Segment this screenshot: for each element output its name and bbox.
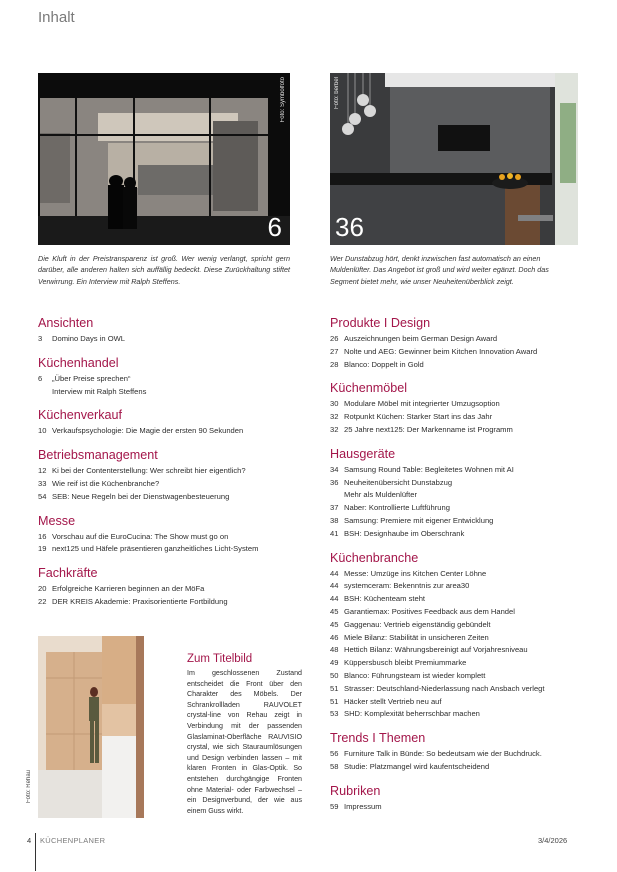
entry-title: Strasser: Deutschland-Niederlassung nach Ansbach verlegt [344, 683, 545, 693]
kitchen-illustration [330, 73, 578, 245]
section-title: Messe [38, 513, 76, 528]
entry-page: 38 [330, 515, 339, 525]
entry-page: 19 [38, 544, 47, 554]
entry-page: 27 [330, 346, 339, 356]
entry-title: 25 Jahre next125: Der Markenname ist Programm [344, 424, 513, 434]
entry-title: Verkaufspsychologie: Die Magie der ersten 90 Sekunden [52, 426, 244, 436]
entry-title: Blanco: Doppelt in Gold [344, 359, 424, 369]
entry-page: 30 [330, 399, 339, 409]
toc-section-trends-themen [330, 730, 590, 774]
entry-title: BSH: Küchenteam steht [344, 594, 426, 604]
entry-page: 20 [38, 584, 47, 594]
toc-entry[interactable] [38, 543, 308, 556]
entry-page: 59 [330, 801, 339, 811]
entry-title: Messe: Umzüge ins Kitchen Center Löhne [344, 568, 487, 578]
entry-page: 46 [330, 632, 339, 642]
entry-title: Gaggenau: Vertrieb eigenständig gebündelt [344, 619, 491, 629]
section-title: Ansichten [38, 316, 94, 330]
toc-entry[interactable] [330, 670, 590, 683]
toc-section-betriebsmanagement [38, 447, 308, 503]
toc-entry[interactable] [38, 373, 308, 399]
toc-section-kuechenmoebel [330, 380, 590, 436]
entry-title: DER KREIS Akademie: Praxisorientierte Fortbildung [52, 596, 228, 606]
section-title: Küchenhandel [38, 355, 119, 370]
toc-section-kuechenhandel [38, 355, 308, 399]
feature-caption: Wer Dunstabzug hört, denkt inzwischen fast automatisch an einen Muldenlüfter. Das Angebot ist groß und wird weiter egänzt. Doch das Segment bietet mehr, wie unser Neuheitenüberblick zeigt. [330, 254, 549, 286]
entry-title: „Über Preise sprechen“ Interview mit Ralph Steffens [52, 373, 147, 396]
cover-kitchen-illustration [38, 636, 144, 818]
entry-page: 10 [38, 426, 47, 436]
entry-title: SEB: Neue Regeln bei der Dienstwagenbesteuerung [52, 491, 230, 501]
toc-section-kuechenverkauf [38, 407, 308, 438]
feature-photo-showroom[interactable] [38, 73, 290, 245]
section-title: Küchenmöbel [330, 381, 408, 396]
entry-page: 44 [330, 568, 339, 578]
toc-entry[interactable] [330, 606, 590, 619]
entry-title: Studie: Platzmangel wird kaufentscheidend [344, 761, 490, 771]
toc-entry[interactable] [38, 465, 308, 478]
entry-title: Vorschau auf die EuroCucina: The Show must go on [52, 531, 229, 541]
toc-entry[interactable] [330, 644, 590, 657]
footer-divider [35, 833, 36, 871]
section-title: Küchenbranche [330, 550, 419, 565]
toc-entry[interactable] [330, 502, 590, 515]
footer-date: 3/4/2026 [538, 836, 568, 845]
entry-title: Domino Days in OWL [52, 334, 126, 343]
toc-entry[interactable] [38, 583, 308, 596]
entry-page: 32 [330, 412, 339, 422]
toc-entry[interactable] [38, 425, 308, 438]
entry-title: BSH: Designhaube im Oberschrank [344, 528, 465, 538]
entry-title: SHD: Komplexität beherrschbar machen [344, 709, 480, 719]
entry-title: Häcker stellt Vertrieb neu auf [344, 696, 442, 706]
entry-page: 34 [330, 464, 339, 474]
cover-photo-credit: Foto: Rehau [26, 770, 32, 804]
toc-entry[interactable] [330, 515, 590, 528]
toc-entry[interactable] [330, 346, 590, 359]
toc-entry[interactable] [330, 696, 590, 709]
toc-section-produkte-design [330, 315, 590, 371]
entry-page: 56 [330, 749, 339, 759]
entry-page: 44 [330, 581, 339, 591]
toc-entry[interactable] [330, 359, 590, 372]
entry-title: Samsung: Premiere mit eigener Entwicklung [344, 515, 494, 525]
entry-title: Blanco: Führungsteam ist wieder komplett [344, 670, 486, 680]
toc-entry[interactable] [330, 632, 590, 645]
entry-title: Ki bei der Contenterstellung: Wer schreibt hier eigentlich? [52, 466, 246, 476]
showroom-illustration [38, 73, 290, 245]
toc-entry[interactable] [330, 568, 590, 581]
entry-page: 41 [330, 528, 339, 538]
entry-page: 36 [330, 477, 339, 487]
entry-page: 45 [330, 619, 339, 629]
entry-title: Rotpunkt Küchen: Starker Start ins das Jahr [344, 412, 493, 422]
toc-entry[interactable] [330, 528, 590, 541]
toc-entry[interactable] [38, 478, 308, 491]
entry-page: 45 [330, 606, 339, 616]
page-title: Inhalt [38, 9, 75, 26]
entry-title: Hettich Bilanz: Währungsbereinigt auf Vorjahresniveau [344, 645, 528, 655]
feature-photo-kitchen[interactable] [330, 73, 578, 245]
feature-page-number: 36 [335, 212, 364, 242]
entry-page: 44 [330, 594, 339, 604]
cover-photo[interactable] [38, 636, 144, 818]
toc-entry[interactable] [330, 477, 590, 503]
toc-entry[interactable] [330, 748, 590, 761]
entry-title: Naber: Kontrollierte Luftführung [344, 503, 450, 513]
feature-caption: Die Kluft in der Preistransparenz ist groß. Wer wenig verlangt, spricht gern darüber, alle anderen halten sich auffällig bedeckt. Diese Zurückhaltung stiftet Verwirrung. Ein Interview mit Ralph Steffens. [38, 254, 290, 286]
toc-entry[interactable] [330, 464, 590, 477]
photo-credit: Foto: berbel [334, 77, 340, 110]
toc-entry[interactable] [330, 398, 590, 411]
toc-entry[interactable] [38, 333, 308, 346]
toc-section-hausgeraete [330, 446, 590, 541]
toc-section-fachkraefte [38, 565, 308, 609]
toc-entry[interactable] [330, 619, 590, 632]
entry-page: 49 [330, 658, 339, 668]
toc-entry[interactable] [330, 580, 590, 593]
toc-section-ansichten [38, 315, 308, 346]
entry-page: 16 [38, 531, 47, 541]
entry-title: systemceram: Bekenntnis zur area30 [344, 581, 470, 591]
entry-title: Küppersbusch bleibt Premiummarke [344, 658, 467, 668]
toc-entry[interactable] [330, 411, 590, 424]
cover-title: Zum Titelbild [187, 653, 253, 665]
toc-section-kuechenbranche [330, 550, 590, 722]
footer-page-number: 4 [27, 836, 32, 845]
entry-page: 6 [38, 373, 43, 383]
entry-page: 50 [330, 670, 339, 680]
section-title: Produkte I Design [330, 316, 431, 330]
photo-credit: Foto: Symbolfoto [280, 77, 286, 123]
footer-magazine-name: KÜCHENPLANER [40, 836, 106, 845]
entry-page: 26 [330, 334, 339, 343]
toc-section-rubriken [330, 783, 590, 814]
entry-page: 12 [38, 466, 47, 476]
toc-entry[interactable] [38, 596, 308, 609]
entry-title: Wie reif ist die Küchenbranche? [52, 478, 160, 488]
entry-title: Erfolgreiche Karrieren beginnen an der MöFa [52, 584, 205, 594]
entry-page: 54 [38, 491, 47, 501]
section-title: Trends I Themen [330, 731, 426, 746]
toc-entry[interactable] [330, 424, 590, 437]
cover-text: Im geschlossenen Zustand entscheidet die Front über den Charakter des Möbels. Der Schrankrollladen RAUVOLET crystal-line von Rehau zeigt in Verbindung mit der passenden Glaslaminat-Oberfläche RAUVISIO crystal, wie sich Stauraumlösungen und Design verbinden lassen – mit klaren Fronten in Glas-Optik. So entstehen durchgängige Fronten ohne Material- oder Farbwechsel – ein Designverbund, der wie aus einem Guss wirkt. [187, 669, 302, 815]
entry-page: 48 [330, 645, 339, 655]
entry-title: Nolte und AEG: Gewinner beim Kitchen Innovation Award [344, 346, 538, 356]
entry-title: next125 und Häfele präsentieren ganzheitliches Licht-System [52, 544, 259, 554]
toc-entry[interactable] [330, 683, 590, 696]
entry-page: 58 [330, 761, 339, 771]
entry-page: 28 [330, 359, 339, 369]
section-title: Betriebsmanagement [38, 448, 158, 463]
section-title: Küchenverkauf [38, 408, 123, 423]
section-title: Fachkräfte [38, 566, 98, 581]
toc-section-messe [38, 513, 308, 557]
entry-page: 3 [38, 334, 43, 343]
entry-title: Furniture Talk in Bünde: So bedeutsam wie der Buchdruck. [344, 749, 542, 759]
entry-page: 51 [330, 696, 339, 706]
cover-description [187, 652, 302, 816]
toc-right-column [330, 315, 590, 823]
entry-title: Modulare Möbel mit integrierter Umzugsoption [344, 399, 500, 409]
entry-page: 51 [330, 683, 339, 693]
entry-title: Auszeichnungen beim German Design Award [344, 334, 498, 343]
toc-entry[interactable] [330, 657, 590, 670]
toc-entry[interactable] [38, 491, 308, 504]
feature-page-number: 6 [267, 212, 282, 242]
entry-title: Miele Bilanz: Stabilität in unsicheren Zeiten [344, 632, 489, 642]
entry-page: 22 [38, 596, 47, 606]
toc-left-column [38, 315, 308, 618]
entry-title: Samsung Round Table: Begleitetes Wohnen mit AI [344, 464, 514, 474]
section-title: Rubriken [330, 783, 381, 798]
section-title: Hausgeräte [330, 446, 396, 461]
toc-entry[interactable] [330, 333, 590, 346]
entry-page: 53 [330, 709, 339, 719]
entry-page: 37 [330, 503, 339, 513]
toc-entry[interactable] [330, 801, 590, 814]
entry-page: 33 [38, 478, 47, 488]
toc-entry[interactable] [330, 761, 590, 774]
entry-title: Neuheitenübersicht Dunstabzug Mehr als Muldenlüfter [344, 477, 453, 500]
toc-entry[interactable] [330, 708, 590, 721]
entry-page: 32 [330, 424, 339, 434]
toc-entry[interactable] [330, 593, 590, 606]
toc-entry[interactable] [38, 531, 308, 544]
entry-title: Impressum [344, 801, 382, 811]
entry-title: Garantiemax: Positives Feedback aus dem Handel [344, 606, 515, 616]
